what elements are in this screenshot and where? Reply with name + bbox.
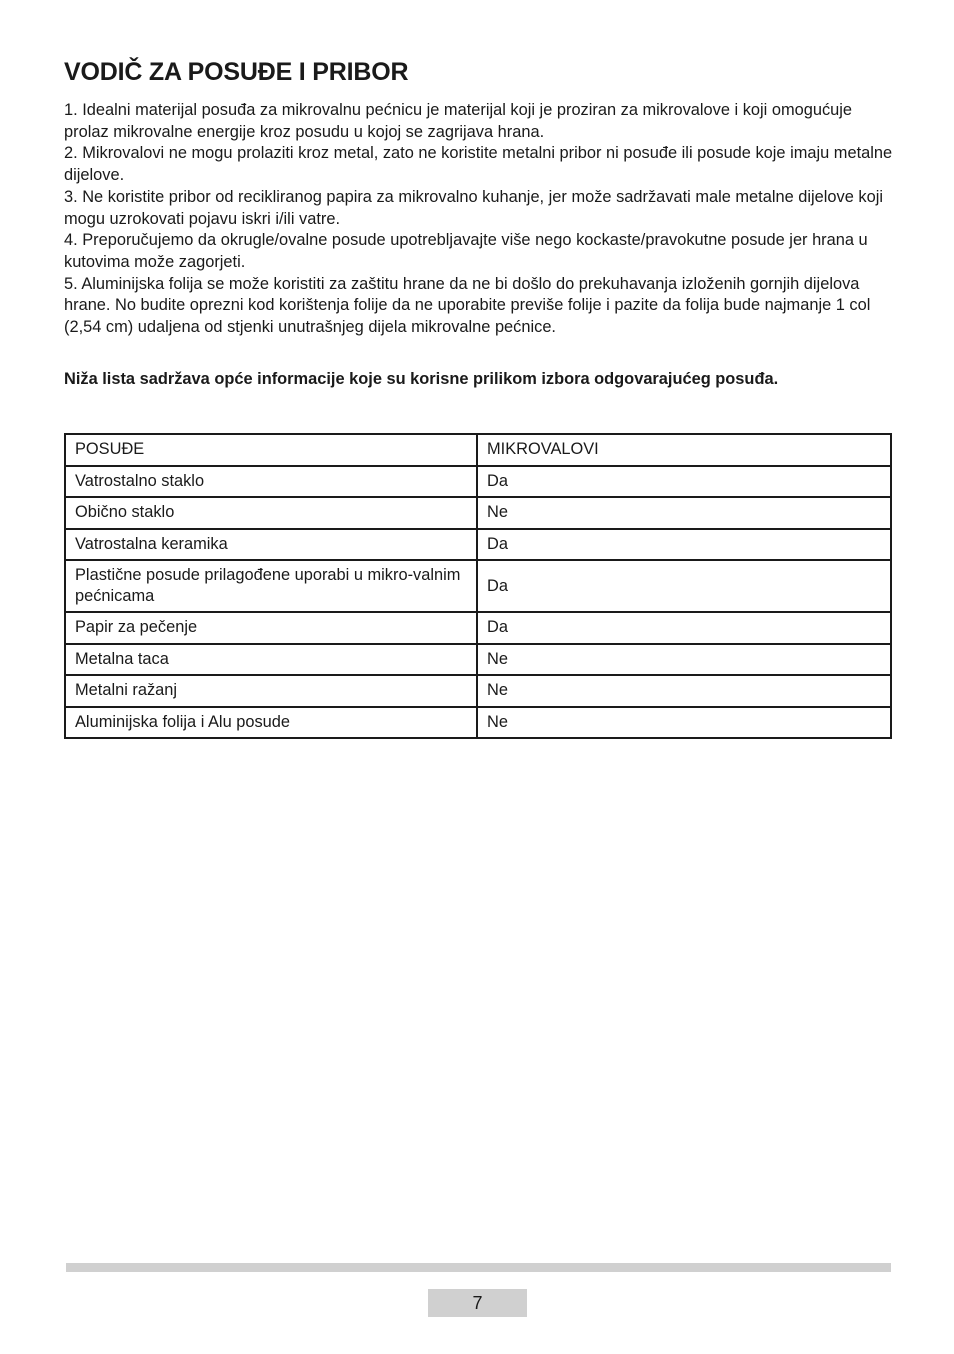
instruction-paragraph-1: 1. Idealni materijal posuđa za mikrovalnu pećnicu je materijal koji je proziran za mikrovalove i koji omogućuje prolaz mikrovalne energije kroz posudu u kojoj se zagrijava hrana. xyxy=(64,101,853,141)
microwave-cell: Ne xyxy=(477,644,891,676)
header-cookware: POSUĐE xyxy=(65,434,477,466)
table-header-row xyxy=(65,434,891,466)
table-row xyxy=(65,560,891,612)
table-row xyxy=(65,644,891,676)
cookware-cell: Aluminijska folija i Alu posude xyxy=(65,707,477,739)
cookware-cell: Vatrostalna keramika xyxy=(65,529,477,561)
cookware-cell: Metalna taca xyxy=(65,644,477,676)
microwave-cell: Da xyxy=(477,612,891,644)
table-row xyxy=(65,529,891,561)
microwave-cell: Ne xyxy=(477,707,891,739)
microwave-cell: Da xyxy=(477,466,891,498)
instructions-text xyxy=(64,100,894,339)
header-microwave: MIKROVALOVI xyxy=(477,434,891,466)
page-number: 7 xyxy=(428,1289,527,1317)
table-row xyxy=(65,707,891,739)
instruction-paragraph-2: 2. Mikrovalovi ne mogu prolaziti kroz metal, zato ne koristite metalni pribor ni posuđe ili posude koje imaju metalne dijelove. xyxy=(64,144,893,185)
table-row xyxy=(65,675,891,707)
microwave-cell: Ne xyxy=(477,497,891,529)
cookware-cell: Plastične posude prilagođene uporabi u mikro-valnim pećnicama xyxy=(65,560,477,612)
footer-divider xyxy=(66,1263,891,1272)
cookware-cell: Papir za pečenje xyxy=(65,612,477,644)
table-row xyxy=(65,466,891,498)
instruction-paragraph-5: 5. Aluminijska folija se može koristiti za zaštitu hrane da ne bi došlo do prekuhavanja izloženih gornjih dijelova hrane. No budite oprezni kod korištenja folije da ne uporabite previše folije i pazite da folija bude najmanje 1 col (2,54 cm) udaljena od stjenki unutrašnjeg dijela mikrovalne pećnice. xyxy=(64,274,871,337)
table-row xyxy=(65,612,891,644)
table-row xyxy=(65,497,891,529)
instruction-paragraph-4: 4. Preporučujemo da okrugle/ovalne posude upotrebljavajte više nego kockaste/pravokutne posude jer hrana u kutovima može zagorjeti. xyxy=(64,231,868,271)
cookware-table xyxy=(64,433,892,739)
cookware-cell: Vatrostalno staklo xyxy=(65,466,477,498)
microwave-cell: Ne xyxy=(477,675,891,707)
instruction-paragraph-3: 3. Ne koristite pribor od recikliranog papira za mikrovalno kuhanje, jer može sadržavati male metalne dijelove koji mogu uzrokovati pojavu iskri i/ili vatre. xyxy=(64,187,884,228)
cookware-cell: Obično staklo xyxy=(65,497,477,529)
microwave-cell: Da xyxy=(477,529,891,561)
table-intro-note: Niža lista sadržava opće informacije koje su korisne prilikom izbora odgovarajućeg posuđa. xyxy=(64,370,779,388)
microwave-cell: Da xyxy=(477,560,891,612)
cookware-cell: Metalni ražanj xyxy=(65,675,477,707)
page-title: VODIČ ZA POSUĐE I PRIBOR xyxy=(64,58,409,86)
